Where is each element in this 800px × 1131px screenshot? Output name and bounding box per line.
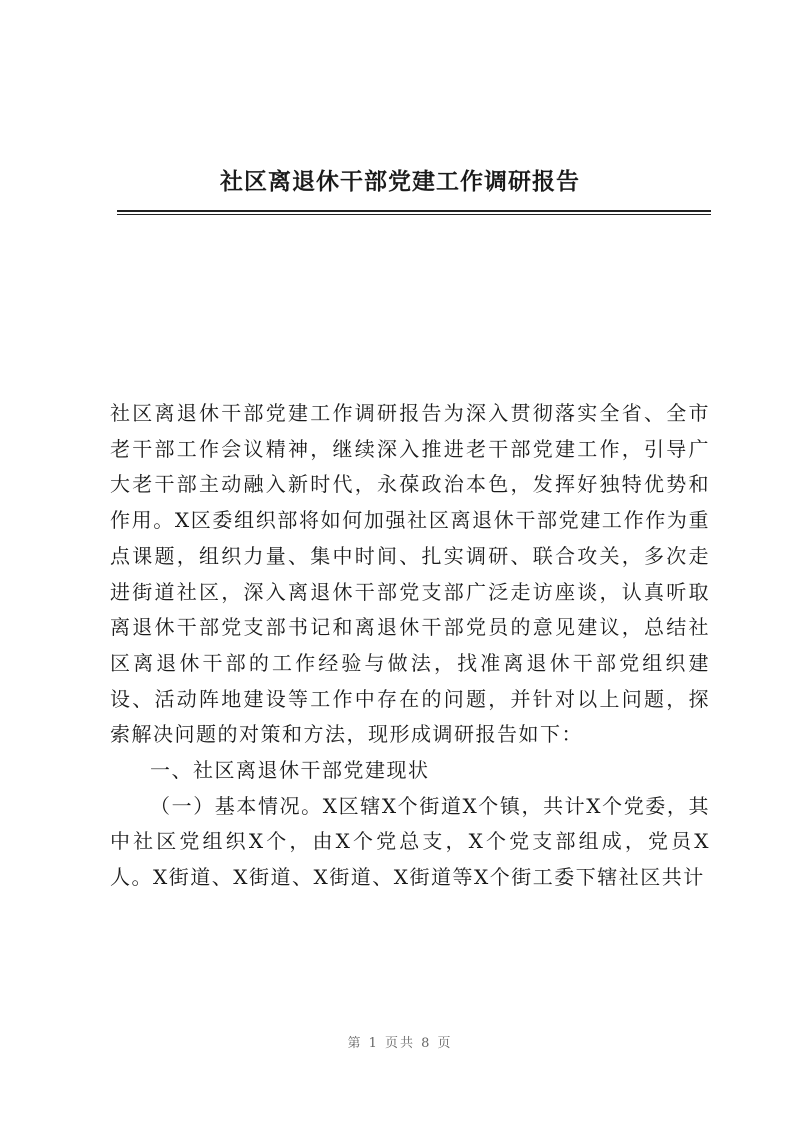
intro-paragraph: 社区离退休干部党建工作调研报告为深入贯彻落实全省、全市老干部工作会议精神，继续深入推进老干部党建工作，引导广大老干部主动融入新时代，永葆政治本色，发挥好独特优势和作用。X区委组织部将如何加强社区离退休干部党建工作作为重点课题，组织力量、集中时间、扎实调研、联合攻关，多次走进街道社区，深入离退休干部党支部广泛走访座谈，认真听取离退休干部党支部书记和离退休干部党员的意见建议，总结社区离退休干部的工作经验与做法，找准离退休干部党组织建设、活动阵地建设等工作中存在的问题，并针对以上问题，探索解决问题的对策和方法，现形成调研报告如下： bbox=[110, 401, 710, 747]
document-body bbox=[110, 396, 710, 896]
title-underline bbox=[117, 210, 711, 212]
document-title: 社区离退休干部党建工作调研报告 bbox=[220, 168, 580, 195]
page-footer: 第 1 页共 8 页 bbox=[347, 1036, 453, 1051]
section-heading: 一、社区离退休干部党建现状 bbox=[150, 758, 430, 783]
body-paragraph: （一）基本情况。X区辖X个街道X个镇，共计X个党委，其中社区党组织X个，由X个党总支，X个党支部组成，党员X人。X街道、X街道、X街道、X街道等X个街工委下辖社区共计 bbox=[110, 793, 710, 890]
title-underline-secondary bbox=[117, 214, 711, 215]
